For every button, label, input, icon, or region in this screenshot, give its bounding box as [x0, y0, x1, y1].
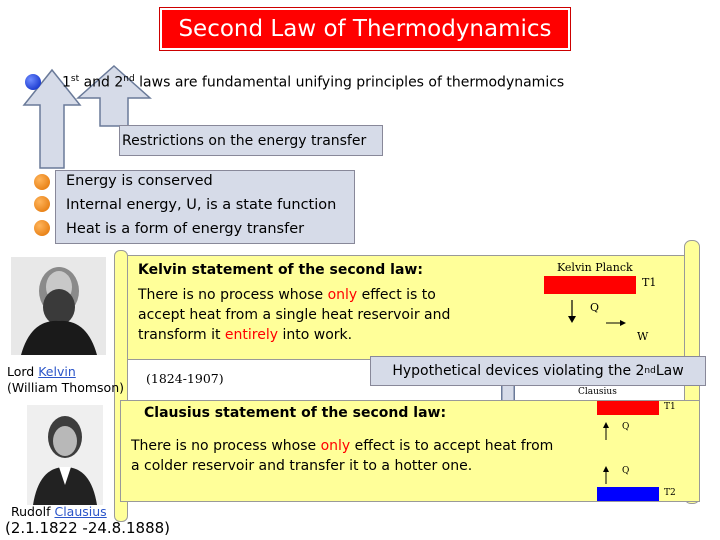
kelvin-name: Lord Kelvin [7, 364, 76, 379]
hypothetical-devices-box: Hypothetical devices violating the 2 nd Law [370, 356, 706, 386]
work-arrow-icon [604, 316, 628, 330]
clausius-dates: (2.1.1822 -24.8.1888) [5, 519, 171, 537]
clausius-statement-title: Clausius statement of the second law: [144, 405, 447, 421]
clausius-statement-text: There is no process whose only effect is to accept heat from a colder reservoir and transfer it to a hotter one. [131, 438, 554, 474]
clausius-t1-label: T1 [664, 402, 676, 412]
clausius-q-label-top: Q [622, 422, 630, 432]
clausius-portrait-image [27, 405, 103, 505]
restrictions-box: Restrictions on the energy transfer [119, 125, 383, 156]
heat-up-arrow-icon [600, 464, 614, 486]
clausius-diagram-title: Clausius [578, 387, 617, 397]
orange-bullet-icon [34, 196, 50, 212]
kelvin-t1-label: T1 [642, 276, 657, 289]
energy-item-conserved: Energy is conserved [66, 173, 213, 189]
clausius-q-label-bottom: Q [622, 466, 630, 476]
orange-bullet-icon [34, 220, 50, 236]
energy-item-heat: Heat is a form of energy transfer [66, 221, 305, 237]
clausius-name: Rudolf Clausius [11, 504, 107, 519]
hot-reservoir-icon [544, 276, 636, 294]
kelvin-portrait-image [11, 257, 106, 355]
kelvin-dates: (1824-1907) [146, 371, 224, 386]
kelvin-statement-text: There is no process whose only effect is to accept heat from a single heat reservoir and transform it entirely into work. [138, 287, 451, 343]
orange-bullet-icon [34, 174, 50, 190]
kelvin-w-label: W [637, 330, 649, 343]
hot-reservoir-icon [597, 401, 659, 415]
energy-item-state-function: Internal energy, U, is a state function [66, 197, 337, 213]
kelvin-q-label: Q [590, 301, 600, 314]
blue-bullet-icon [25, 74, 41, 90]
clausius-t2-label: T2 [664, 488, 676, 498]
laws-statement: 1st and 2nd laws are fundamental unifying principles of thermodynamics [62, 74, 565, 91]
cold-reservoir-icon [597, 487, 659, 501]
heat-flow-arrow-icon [560, 296, 590, 326]
kelvin-link[interactable]: Kelvin [38, 364, 76, 379]
heat-up-arrow-icon [600, 420, 614, 442]
kelvin-statement-title: Kelvin statement of the second law: [138, 262, 423, 278]
clausius-link[interactable]: Clausius [54, 504, 107, 519]
energy-principles-box [55, 170, 355, 244]
kelvin-full-name: (William Thomson) [7, 380, 125, 395]
slide-title: Second Law of Thermodynamics [160, 8, 570, 50]
kelvin-diagram-title: Kelvin Planck [557, 261, 633, 274]
